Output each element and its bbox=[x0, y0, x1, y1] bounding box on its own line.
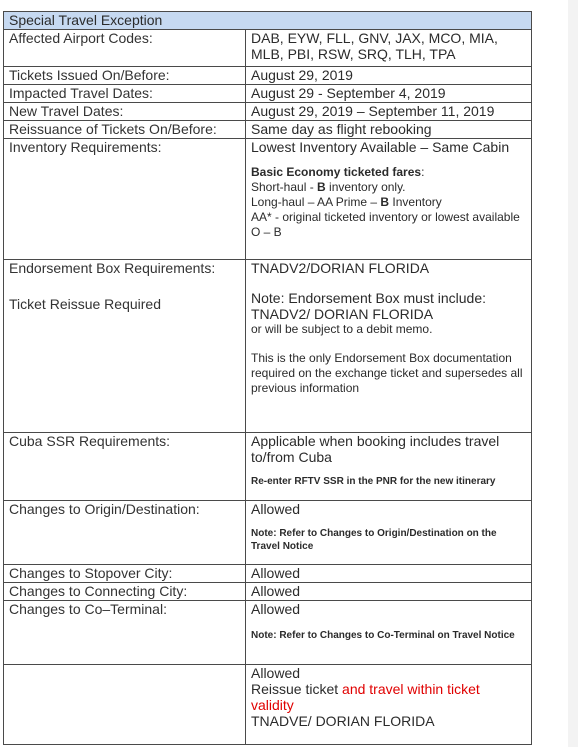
travel-exception-table bbox=[3, 11, 532, 745]
last-row-code: TNADVE/ DORIAN FLORIDA bbox=[251, 713, 435, 729]
origin-dest-label: Changes to Origin/Destination: bbox=[4, 501, 246, 565]
table-row bbox=[4, 260, 532, 433]
inventory-value bbox=[246, 139, 532, 260]
table-row bbox=[4, 103, 532, 121]
page-edge-strip bbox=[568, 0, 578, 747]
cuba-label: Cuba SSR Requirements: bbox=[4, 433, 246, 501]
reissuance-label: Reissuance of Tickets On/Before: bbox=[4, 121, 246, 139]
endorsement-only-text: This is the only Endorsement Box documentation required on the exchange ticket and supersedes all previous information bbox=[251, 351, 523, 395]
tickets-issued-label: Tickets Issued On/Before: bbox=[4, 67, 246, 85]
endorsement-code2: TNADV2/ DORIAN FLORIDA bbox=[251, 306, 434, 322]
tickets-issued-value: August 29, 2019 bbox=[246, 67, 532, 85]
coterminal-allowed: Allowed bbox=[251, 601, 301, 617]
origin-dest-note: Note: Refer to Changes to Origin/Destination on the Travel Notice bbox=[251, 528, 497, 552]
table-title: Special Travel Exception bbox=[4, 12, 532, 30]
short-haul-line: Short-haul - B inventory only. bbox=[251, 180, 406, 194]
reissue-ticket-text: Reissue ticket and travel within ticket validity bbox=[251, 681, 480, 713]
table-row bbox=[4, 121, 532, 139]
table-row bbox=[4, 583, 532, 601]
cuba-line2: Re-enter RFTV SSR in the PNR for the new itinerary bbox=[251, 476, 496, 487]
table-row bbox=[4, 30, 532, 67]
inventory-label: Inventory Requirements: bbox=[4, 139, 246, 260]
cuba-line1: Applicable when booking includes travel to/from Cuba bbox=[251, 433, 500, 465]
stopover-label: Changes to Stopover City: bbox=[4, 565, 246, 583]
endorsement-label: Endorsement Box Requirements: bbox=[9, 260, 216, 276]
new-dates-value: August 29, 2019 – September 11, 2019 bbox=[246, 103, 532, 121]
origin-dest-value bbox=[246, 501, 532, 565]
impacted-dates-value: August 29 - September 4, 2019 bbox=[246, 85, 532, 103]
endorsement-code: TNADV2/DORIAN FLORIDA bbox=[251, 260, 430, 276]
new-dates-label: New Travel Dates: bbox=[4, 103, 246, 121]
inventory-line1: Lowest Inventory Available – Same Cabin bbox=[251, 139, 510, 155]
last-row-label bbox=[4, 665, 246, 745]
stopover-value: Allowed bbox=[246, 565, 532, 583]
basic-economy-heading: Basic Economy ticketed fares: bbox=[251, 165, 425, 179]
last-row-value bbox=[246, 665, 532, 745]
connecting-value: Allowed bbox=[246, 583, 532, 601]
last-row-allowed: Allowed bbox=[251, 665, 301, 681]
cuba-value bbox=[246, 433, 532, 501]
table-row bbox=[4, 139, 532, 260]
endorsement-note: Note: Endorsement Box must include: bbox=[251, 290, 487, 306]
aa-note: AA* - original ticketed inventory or lowest available O – B bbox=[251, 210, 520, 239]
table-row bbox=[4, 433, 532, 501]
table-header-row bbox=[4, 12, 532, 30]
table-row bbox=[4, 565, 532, 583]
endorsement-value bbox=[246, 260, 532, 433]
origin-dest-allowed: Allowed bbox=[251, 501, 301, 517]
table-row bbox=[4, 665, 532, 745]
coterminal-note: Note: Refer to Changes to Co-Terminal on Travel Notice bbox=[251, 630, 515, 641]
table-row bbox=[4, 67, 532, 85]
reissuance-value: Same day as flight rebooking bbox=[246, 121, 532, 139]
impacted-dates-label: Impacted Travel Dates: bbox=[4, 85, 246, 103]
table-row bbox=[4, 85, 532, 103]
affected-airports-value: DAB, EYW, FLL, GNV, JAX, MCO, MIA, MLB, PBI, RSW, SRQ, TLH, TPA bbox=[246, 30, 532, 67]
affected-airports-label: Affected Airport Codes: bbox=[4, 30, 246, 67]
coterminal-label: Changes to Co–Terminal: bbox=[4, 601, 246, 665]
long-haul-line: Long-haul – AA Prime – B Inventory bbox=[251, 195, 442, 209]
table-row bbox=[4, 601, 532, 665]
coterminal-value bbox=[246, 601, 532, 665]
debit-memo-text: or will be subject to a debit memo. bbox=[251, 322, 433, 336]
endorsement-label-cell bbox=[4, 260, 246, 433]
ticket-reissue-label: Ticket Reissue Required bbox=[9, 296, 161, 312]
table-row bbox=[4, 501, 532, 565]
connecting-label: Changes to Connecting City: bbox=[4, 583, 246, 601]
